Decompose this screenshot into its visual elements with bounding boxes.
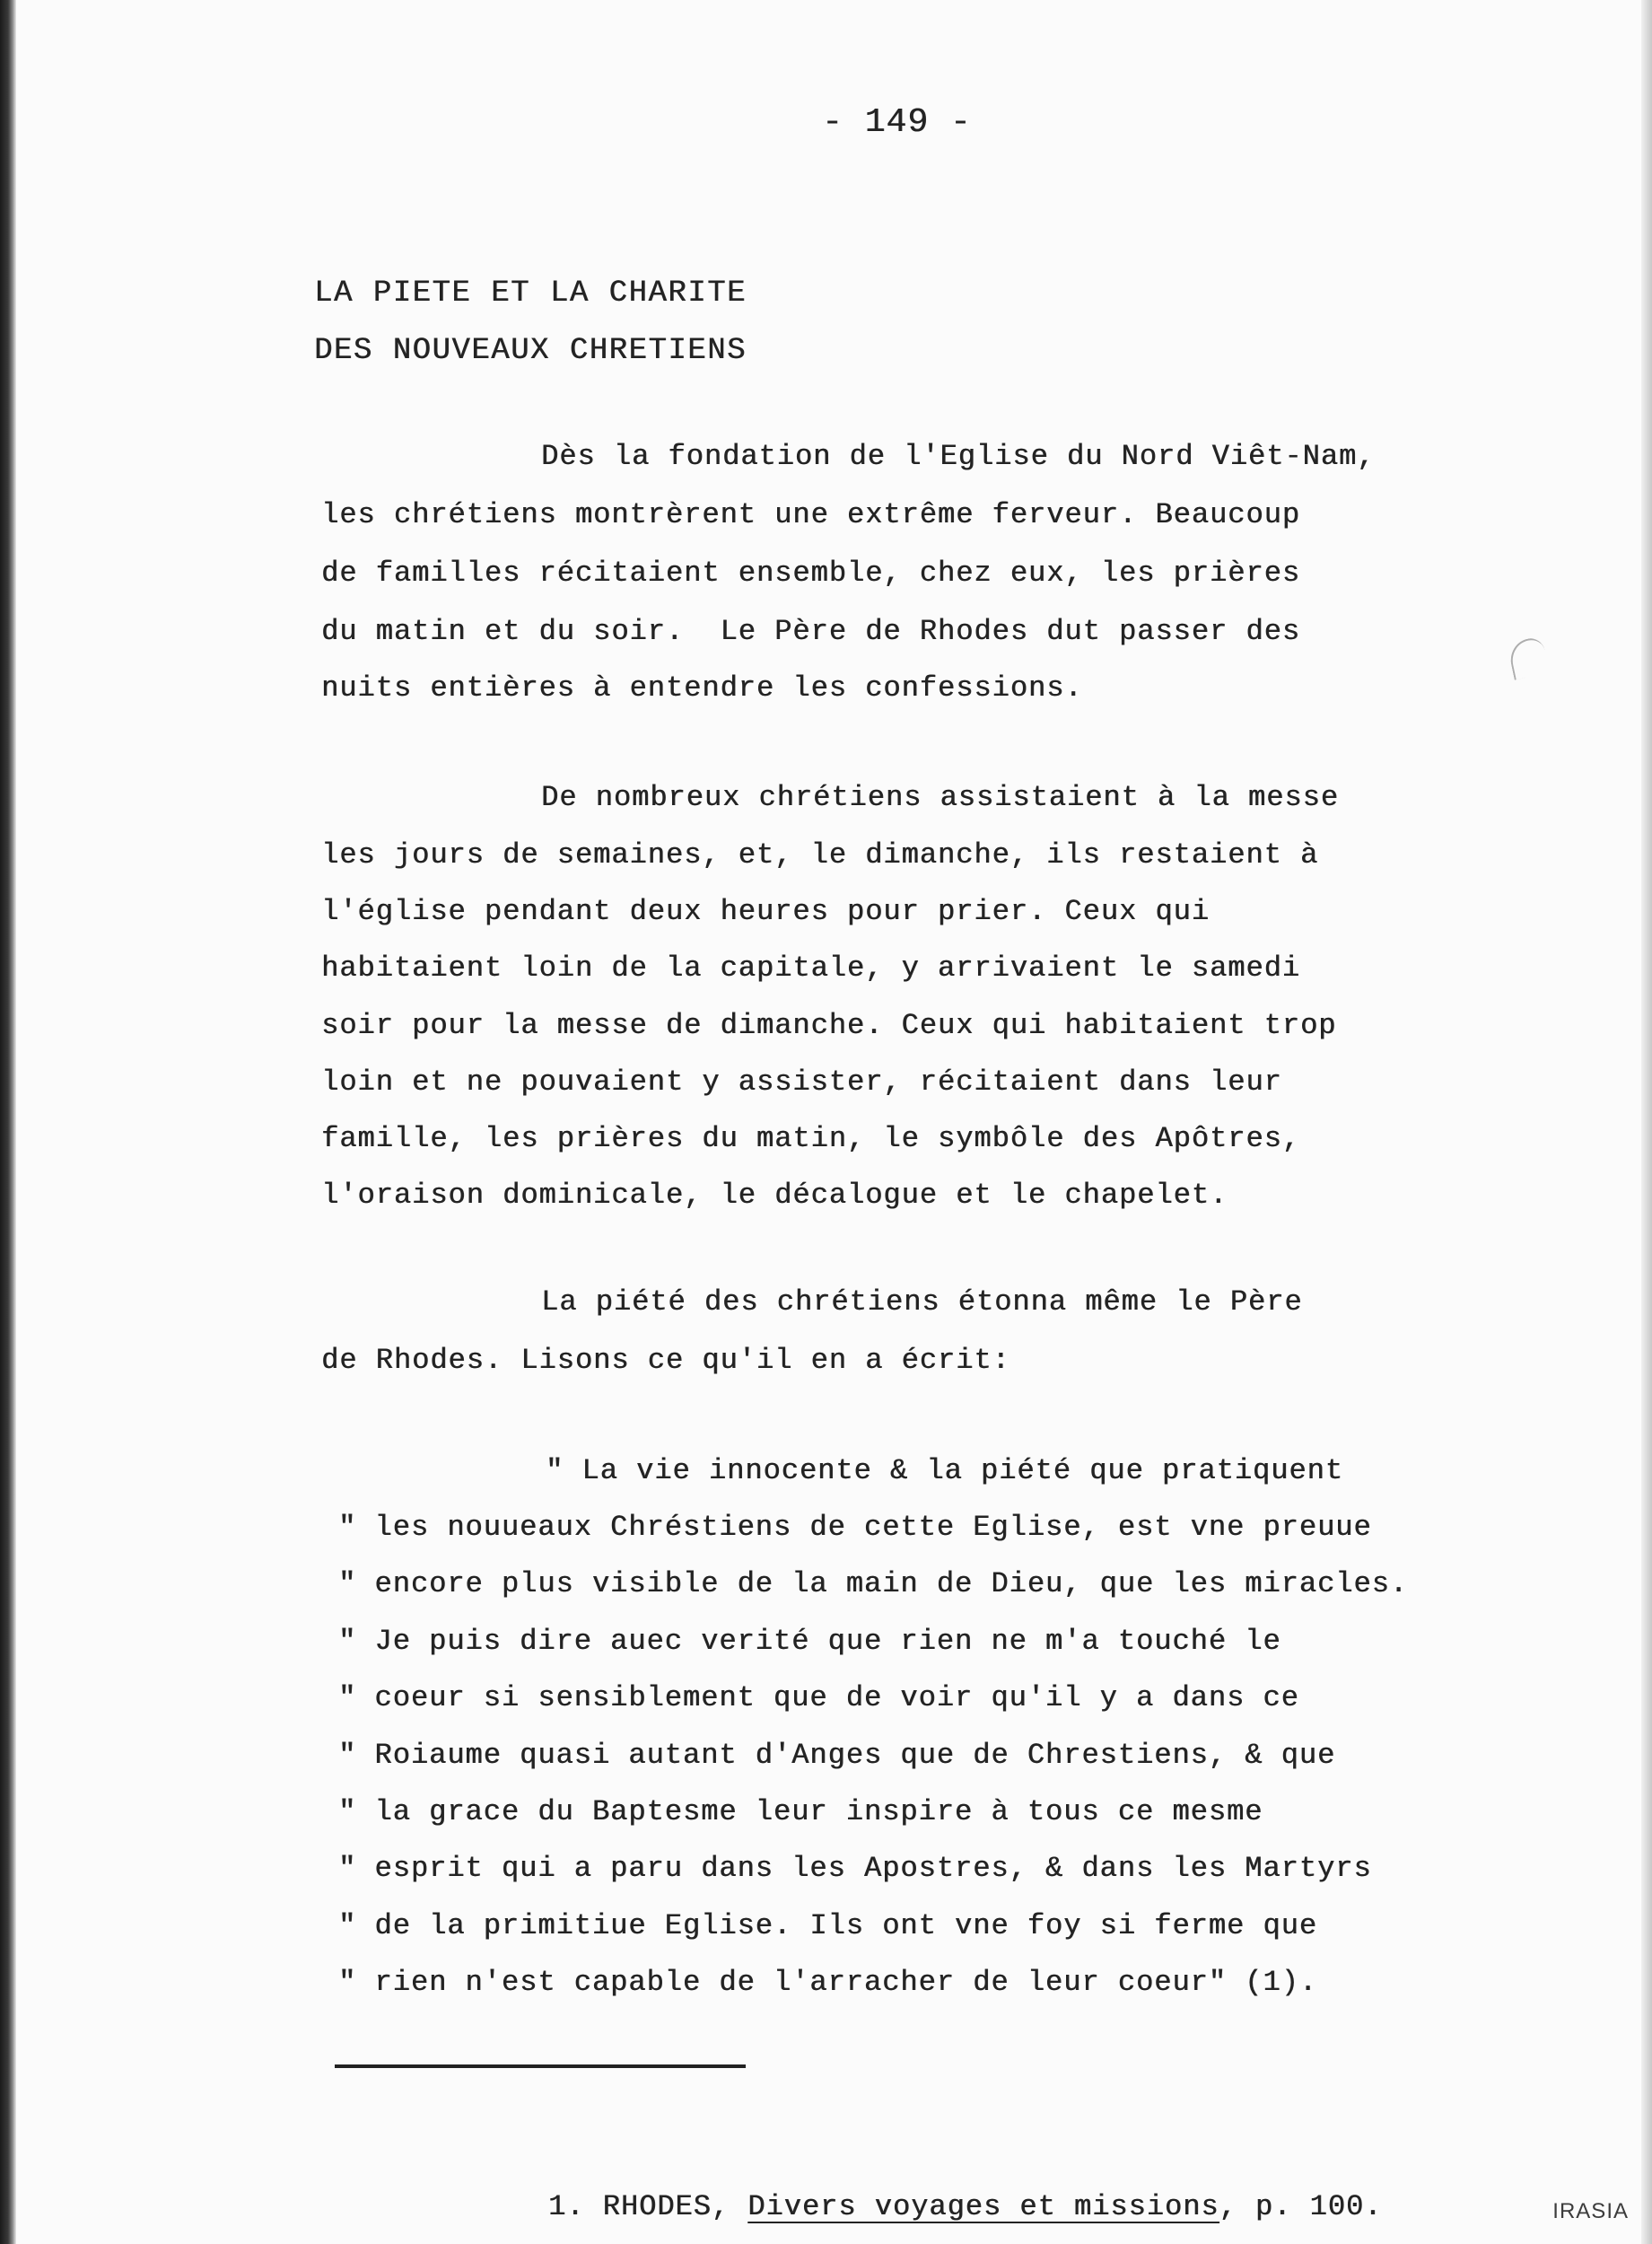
pencil-mark: [1507, 636, 1550, 679]
quote-line-10: " rien n'est capable de l'arracher de leur coeur" (1).: [338, 1966, 1317, 1999]
quote-line-6: " Roiaume quasi autant d'Anges que de Chrestiens, & que: [338, 1739, 1336, 1772]
paragraph-2-line-3: l'église pendant deux heures pour prier. Ceux qui: [321, 895, 1210, 928]
paragraph-1-line-5: nuits entières à entendre les confessions.: [321, 671, 1083, 705]
paragraph-3-line-1: La piété des chrétiens étonna même le Père: [541, 1285, 1303, 1319]
paragraph-1-line-1: Dès la fondation de l'Eglise du Nord Viêt-Nam,: [541, 440, 1376, 473]
paragraph-2-line-4: habitaient loin de la capitale, y arrivaient le samedi: [321, 951, 1300, 985]
watermark: IRASIA: [1552, 2199, 1629, 2223]
quote-line-7: " la grace du Baptesme leur inspire à tous ce mesme: [338, 1795, 1263, 1828]
paragraph-2-line-1: De nombreux chrétiens assistaient à la messe: [541, 781, 1339, 814]
quote-line-5: " coeur si sensiblement que de voir qu'il y a dans ce: [338, 1681, 1299, 1714]
paragraph-2-line-8: l'oraison dominicale, le décalogue et le chapelet.: [321, 1179, 1228, 1212]
quote-line-8: " esprit qui a paru dans les Apostres, & dans les Martyrs: [338, 1852, 1372, 1885]
paragraph-2-line-2: les jours de semaines, et, le dimanche, ils restaient à: [321, 838, 1319, 872]
footnote-title: Divers voyages et missions: [747, 2190, 1219, 2223]
paragraph-1-line-4: du matin et du soir. Le Père de Rhodes dut passer des: [321, 615, 1300, 648]
scan-left-edge: [0, 0, 16, 2244]
paragraph-2-line-5: soir pour la messe de dimanche. Ceux qui habitaient trop: [321, 1009, 1337, 1042]
paragraph-2-line-6: loin et ne pouvaient y assister, récitaient dans leur: [321, 1065, 1282, 1099]
document-page: [16, 0, 1641, 2244]
paragraph-3-line-2: de Rhodes. Lisons ce qu'il en a écrit:: [321, 1344, 1010, 1377]
quote-line-4: " Je puis dire auec verité que rien ne m'a touché le: [338, 1625, 1281, 1658]
footnote-suffix: , p. 100.: [1219, 2190, 1383, 2223]
scan-right-edge: [1641, 0, 1652, 2244]
paragraph-1-line-2: les chrétiens montrèrent une extrême ferveur. Beaucoup: [321, 498, 1300, 531]
heading-line-1: LA PIETE ET LA CHARITE: [314, 276, 747, 311]
quote-line-1: " La vie innocente & la piété que pratiquent: [546, 1454, 1343, 1487]
footnote: [548, 2190, 1382, 2223]
quote-line-2: " les nouueaux Chréstiens de cette Eglise, est vne preuue: [338, 1511, 1372, 1544]
quote-line-3: " encore plus visible de la main de Dieu, que les miracles.: [338, 1567, 1408, 1600]
footnote-divider: [335, 2064, 746, 2068]
paragraph-2-line-7: famille, les prières du matin, le symbôle des Apôtres,: [321, 1122, 1300, 1155]
page-number: - 149 -: [822, 103, 972, 142]
footnote-prefix: 1. RHODES,: [548, 2190, 748, 2223]
heading-line-2: DES NOUVEAUX CHRETIENS: [314, 334, 747, 368]
quote-line-9: " de la primitiue Eglise. Ils ont vne foy si ferme que: [338, 1909, 1317, 1942]
paragraph-1-line-3: de familles récitaient ensemble, chez eux, les prières: [321, 557, 1300, 590]
